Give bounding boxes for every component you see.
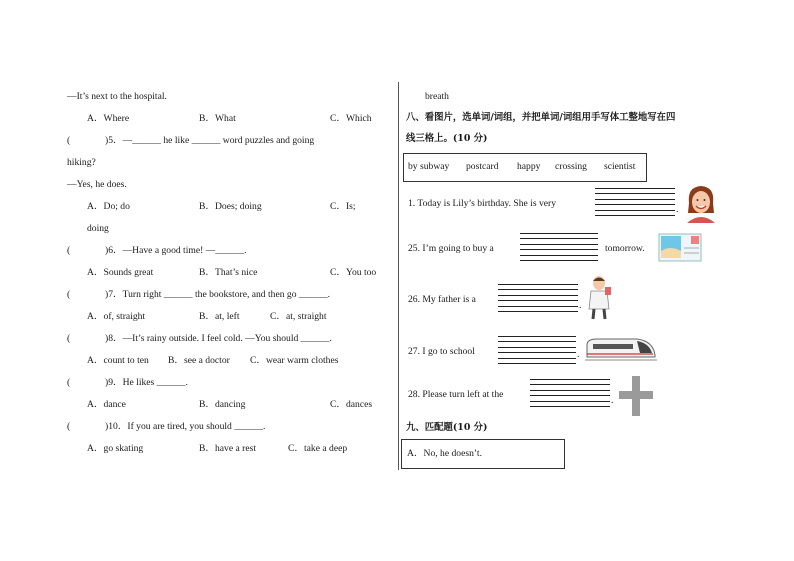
writing-line[interactable] (530, 379, 610, 385)
option-a: A．Do; do (87, 201, 130, 212)
column-divider (398, 82, 399, 470)
word-bank-item: crossing (555, 161, 587, 172)
question-10: )10．If you are tired, you should ______. (105, 421, 266, 432)
sentence-end: . (676, 204, 679, 215)
option-c: C．Is; (330, 201, 356, 212)
answer-paren: ( (67, 135, 71, 146)
question-9: )9．He likes ______. (105, 377, 188, 388)
writing-line[interactable] (530, 390, 610, 396)
section-8-title-cont: 线三格上。(10 分) (406, 133, 488, 144)
option-c-cont: doing (87, 223, 109, 234)
option-a: A．go skating (87, 443, 144, 454)
answer-paren: ( (67, 421, 71, 432)
option-a: A．count to ten (87, 355, 149, 366)
writing-line[interactable] (498, 358, 576, 364)
answer-paren: ( (67, 245, 71, 256)
option-a: A．dance (87, 399, 126, 410)
question-6: )6．—Have a good time! —______. (105, 245, 247, 256)
answer-line-q5: —Yes, he does. (67, 179, 127, 190)
answer-paren: ( (67, 377, 71, 388)
word-bank-item: scientist (604, 161, 636, 172)
writing-line[interactable] (498, 284, 578, 290)
writing-line[interactable] (498, 295, 578, 301)
match-option-box (401, 439, 565, 469)
word-bank-item: postcard (466, 161, 499, 172)
writing-line[interactable] (595, 199, 675, 205)
option-a: A．Where (87, 113, 130, 124)
option-b: B．dancing (199, 399, 246, 410)
sentence-end: tomorrow. (605, 243, 645, 254)
answer-paren: ( (67, 333, 71, 344)
section-8-title: 八、看图片，选单词/词组，并把单词/词组用手写体工整地写在四 (406, 112, 676, 123)
crossing-icon (619, 376, 653, 416)
writing-line[interactable] (498, 336, 576, 342)
writing-line[interactable] (498, 306, 578, 312)
option-b: B．What (199, 113, 236, 124)
picture-item-25: 25. I’m going to buy a (408, 243, 494, 254)
question-8: )8．—It’s rainy outside. I feel cold. —You should ______. (105, 333, 332, 344)
section-9-title: 九、匹配题(10 分) (406, 422, 488, 433)
option-b: B．have a rest (199, 443, 257, 454)
writing-line[interactable] (520, 244, 598, 250)
postcard-icon (658, 233, 703, 263)
picture-item-1: 1. Today is Lily’s birthday. She is very (408, 198, 557, 209)
word-bank-item: by subway (408, 161, 450, 172)
smiling-woman-icon (683, 183, 719, 223)
writing-line[interactable] (520, 255, 598, 261)
answer-line-q4: —It’s next to the hospital. (67, 91, 167, 102)
writing-line[interactable] (498, 347, 576, 353)
option-b: B．Does; doing (199, 201, 262, 212)
question-7: )7．Turn right ______ the bookstore, and then go ______. (105, 289, 331, 300)
question-5: )5．—______ he like ______ word puzzles and going (105, 135, 315, 146)
option-b: B．at, left (199, 311, 240, 322)
train-icon (585, 333, 657, 363)
option-c: C．You too (330, 267, 377, 278)
option-b: B．see a doctor (168, 355, 230, 366)
option-c: C．at, straight (270, 311, 327, 322)
option-a: A．of, straight (87, 311, 146, 322)
writing-line[interactable] (595, 210, 675, 216)
word-bank-item: happy (517, 161, 541, 172)
picture-item-26: 26. My father is a (408, 294, 476, 305)
writing-line[interactable] (520, 233, 598, 239)
option-c: C．dances (330, 399, 373, 410)
option-a: A．Sounds great (87, 267, 154, 278)
picture-item-28: 28. Please turn left at the (408, 389, 504, 400)
option-c: C．take a deep (288, 443, 348, 454)
word-bank (403, 153, 647, 182)
answer-paren: ( (67, 289, 71, 300)
option-c: C．wear warm clothes (250, 355, 339, 366)
scientist-icon (585, 275, 615, 321)
sentence-end: . (579, 300, 582, 311)
writing-line[interactable] (595, 188, 675, 194)
sentence-end: . (577, 349, 580, 360)
picture-item-27: 27. I go to school (408, 346, 475, 357)
option-b: B．That’s nice (199, 267, 258, 278)
option-c-cont: breath (425, 91, 449, 102)
match-option-a: A．No, he doesn’t. (407, 448, 482, 459)
sentence-end: . (611, 395, 614, 406)
writing-line[interactable] (530, 401, 610, 407)
option-c: C．Which (330, 113, 372, 124)
question-5-cont: hiking? (67, 157, 96, 168)
